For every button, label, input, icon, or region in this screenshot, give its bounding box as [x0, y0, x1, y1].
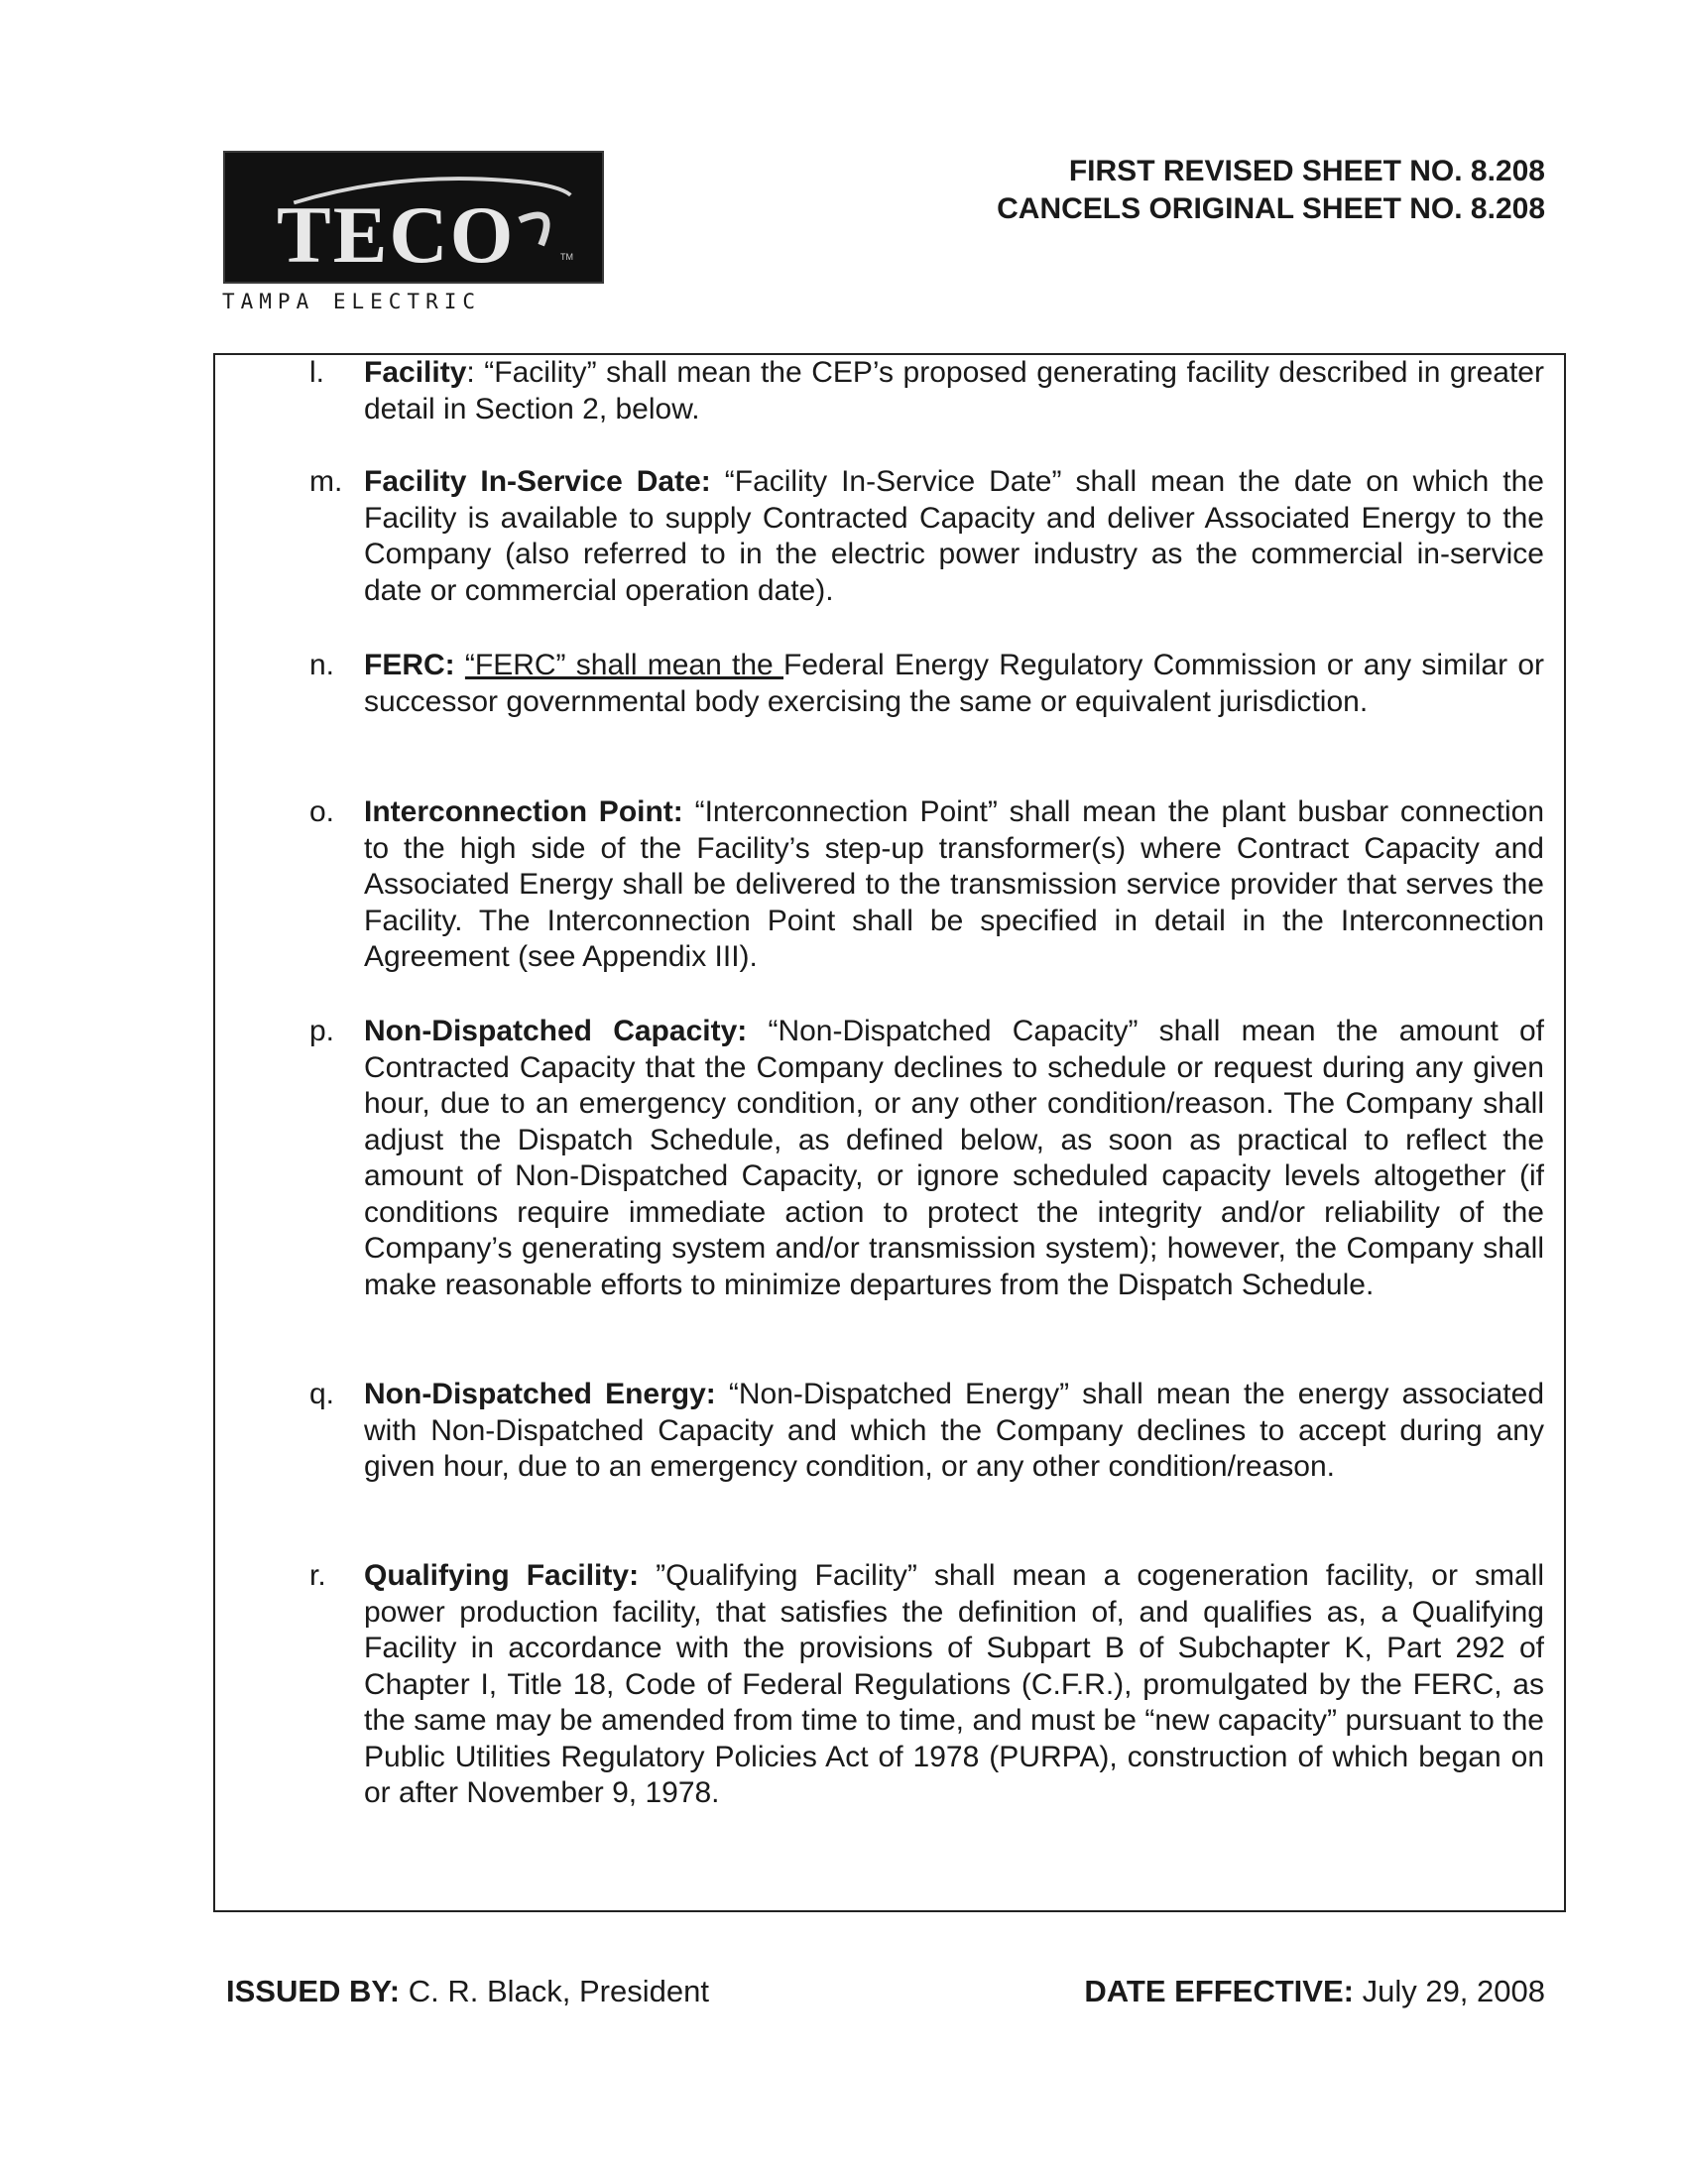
definition-body: Federal Energy Regulatory Commission or any similar or successor governmental body exercising the same or equivalent jurisdiction. — [364, 649, 1544, 718]
definition-term-suffix: : — [466, 356, 475, 389]
definition-item-m — [309, 464, 1544, 609]
definition-term: Non-Dispatched Energy: — [364, 1378, 716, 1410]
definition-text — [364, 355, 1544, 427]
definition-body: “Facility In-Service Date” shall mean the date on which the Facility is available to supply Contracted Capacity and deliver Associated Energy to the Company (also referred to in the electric power industry as the commercial in-service date or commercial operation date). — [364, 465, 1544, 607]
sheet-info — [997, 153, 1545, 228]
issued-by-value: C. R. Black, President — [400, 1974, 709, 2008]
definition-item-r — [309, 1558, 1544, 1812]
definition-body: “Facility” shall mean the CEP’s proposed generating facility described in greater detail in Section 2, below. — [364, 356, 1544, 425]
definition-body: “Non-Dispatched Energy” shall mean the energy associated with Non-Dispatched Capacity and which the Company declines to accept during any given hour, due to an emergency condition, or any other condition/reason. — [364, 1378, 1544, 1483]
definition-text — [364, 464, 1544, 609]
definition-letter: n. — [309, 649, 335, 681]
logo-subtitle: TAMPA ELECTRIC — [222, 290, 482, 313]
definition-item-o — [309, 794, 1545, 976]
definition-letter: p. — [309, 1015, 335, 1047]
definition-text — [364, 1377, 1544, 1486]
definition-letter: q. — [309, 1378, 335, 1410]
definition-letter: m. — [309, 465, 343, 498]
definition-text — [364, 648, 1544, 720]
definition-item-p — [309, 1014, 1545, 1303]
date-effective — [1084, 1974, 1545, 2009]
definition-text — [364, 794, 1544, 976]
definition-term: FERC: — [364, 649, 455, 681]
definition-text — [364, 1558, 1544, 1812]
definition-body: “Non-Dispatched Capacity” shall mean the amount of Contracted Capacity that the Company declines to schedule or request during any given hour, due to an emergency condition, or any other condition/reason. The Company shall adjust the Dispatch Schedule, as defined below, as soon as practical to reflect the amount of Non-Dispatched Capacity, or ignore scheduled capacity levels altogether (if conditions require immediate action to protect the integrity and/or reliability of the Company’s generating system and/or transmission system); however, the Company shall make reasonable efforts to minimize departures from the Dispatch Schedule. — [364, 1015, 1545, 1301]
definition-item-n — [309, 648, 1544, 720]
definition-body: ”Qualifying Facility” shall mean a cogeneration facility, or small power production facility, that satisfies the definition of, and qualifies as, a Qualifying Facility in accordance with the provisions of Subpart B of Subchapter K, Part 292 of Chapter I, Title 18, Code of Federal Regulations (C.F.R.), promulgated by the FERC, as the same may be amended from time to time, and must be “new capacity” pursuant to the Public Utilities Regulatory Policies Act of 1978 (PURPA), construction of which began on or after November 9, 1978. — [364, 1559, 1544, 1809]
definition-term: Interconnection Point: — [364, 795, 683, 828]
definition-underlined-text: “FERC” shall mean the — [464, 649, 783, 681]
definition-term: Facility In-Service Date: — [364, 465, 711, 498]
definition-letter: l. — [309, 356, 324, 389]
definition-letter: r. — [309, 1559, 326, 1592]
date-effective-value: July 29, 2008 — [1353, 1974, 1545, 2008]
date-effective-label: DATE EFFECTIVE: — [1084, 1974, 1354, 2008]
logo-wordmark: TECO — [277, 189, 516, 280]
definition-term: Qualifying Facility: — [364, 1559, 640, 1592]
teco-logo — [223, 151, 604, 284]
definition-term: Non-Dispatched Capacity: — [364, 1015, 748, 1047]
definition-item-q — [309, 1377, 1544, 1486]
definition-body: “Interconnection Point” shall mean the plant busbar connection to the high side of the Facility’s step-up transformer(s) where Contract Capacity and Associated Energy shall be delivered to the transmission service provider that serves the Facility. The Interconnection Point shall be specified in detail in the Interconnection Agreement (see Appendix III). — [364, 795, 1545, 973]
issued-by — [226, 1974, 709, 2009]
issued-by-label: ISSUED BY: — [226, 1974, 401, 2008]
definition-text — [364, 1014, 1544, 1303]
sheet-cancels-line: CANCELS ORIGINAL SHEET NO. 8.208 — [997, 192, 1545, 225]
definition-item-l — [309, 355, 1544, 427]
definition-term: Facility — [364, 356, 467, 389]
definition-letter: o. — [309, 795, 335, 828]
sheet-revision-line: FIRST REVISED SHEET NO. 8.208 — [1068, 155, 1545, 187]
definitions-box — [213, 353, 1566, 1912]
logo-trademark: TM — [560, 252, 573, 262]
